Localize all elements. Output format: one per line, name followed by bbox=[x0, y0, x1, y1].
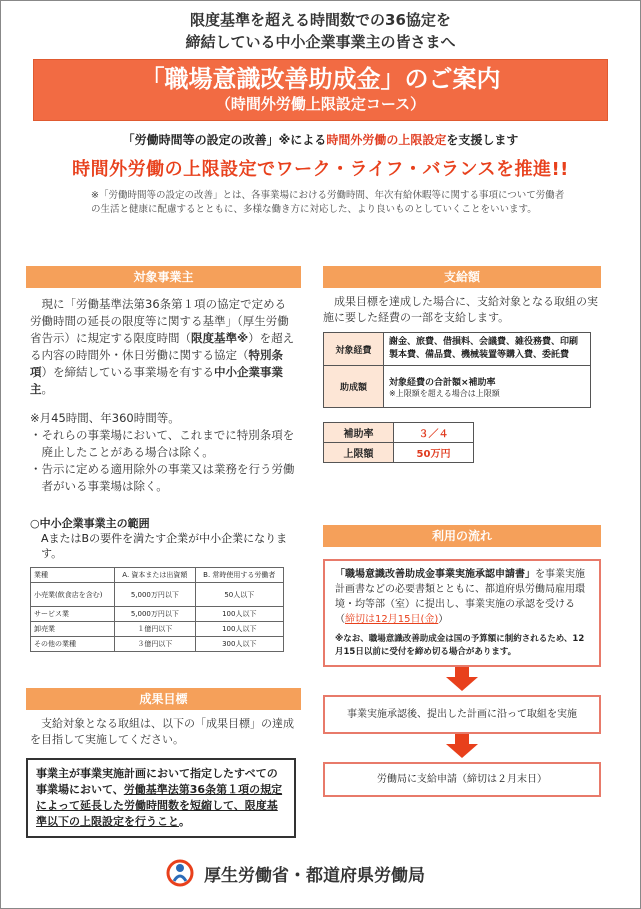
tagline-part-3: を支援します bbox=[446, 133, 519, 147]
definition-note: ※「労働時間等の設定の改善」とは、各事業場における労働時間、年次有給休暇等に関する事項について労働者の生活と健康に配慮するとともに、多様な働き方に対応した、より良いものとしていくことをいいます。 bbox=[91, 190, 565, 215]
subsidy-rate-value: ３／４ bbox=[394, 423, 474, 443]
grant-section bbox=[323, 266, 601, 463]
table-row bbox=[31, 622, 284, 637]
upper-limit-value: 50万円 bbox=[394, 443, 474, 463]
table-cell: 50人以下 bbox=[195, 583, 283, 607]
target-note-2: ・それらの事業場において、これまでに特別条項を廃止したことがある場合は除く。 bbox=[30, 428, 295, 459]
goal-description: 支給対象となる取組は、以下の「成果目標」の達成を目指して実施してください。 bbox=[30, 717, 294, 746]
flow-step-1-close: ） bbox=[438, 614, 449, 625]
flow-section bbox=[323, 525, 601, 797]
target-section bbox=[26, 266, 301, 652]
flow-arrow-1 bbox=[323, 667, 601, 695]
eligible-expense-value: 謝金、旅費、借損料、会議費、雑役務費、印刷製本費、備品費、機械装置等購入費、委託費 bbox=[384, 333, 591, 366]
table-cell: 300人以下 bbox=[195, 637, 283, 652]
flow-step-1-note: ※なお、職場意識改善助成金は国の予算額に制約されるため、12月15日以前に受付を締め切る場合があります。 bbox=[335, 634, 585, 657]
table-cell: 卸売業 bbox=[31, 622, 115, 637]
goal-section bbox=[26, 688, 301, 838]
table-row bbox=[31, 637, 284, 652]
rate-table bbox=[323, 422, 474, 463]
tagline-part-1: 「労働時間等の設定の改善」※による bbox=[122, 133, 327, 147]
table-row bbox=[324, 443, 474, 463]
table-cell: 5,000万円以下 bbox=[115, 607, 195, 622]
target-text-a: 現に「労働基準法第36条第１項の協定で定める労働時間の延長の限度等に関する基準」（厚生労働省告示）に規定する限度時間（ bbox=[30, 297, 289, 345]
goal-text-b: 労働基準法第36条第１項の規定によって延長した労働時間数を短縮して、限度基準以下の上限設定を行うこと bbox=[36, 783, 283, 828]
target-description bbox=[26, 296, 301, 398]
flow-arrow-2 bbox=[323, 734, 601, 762]
upper-limit-label: 上限額 bbox=[324, 443, 394, 463]
target-text-g: 。 bbox=[41, 382, 53, 396]
target-text-f: 中小企業事業主 bbox=[30, 365, 283, 396]
table-row bbox=[324, 366, 591, 408]
sme-table bbox=[30, 567, 284, 652]
table-cell: サービス業 bbox=[31, 607, 115, 622]
table-cell: 100人以下 bbox=[195, 622, 283, 637]
flow-heading: 利用の流れ bbox=[323, 525, 601, 547]
title-banner bbox=[33, 59, 608, 121]
flow-step-1-deadline: 締切は12月15日(金) bbox=[345, 614, 439, 625]
header-line-1: 限度基準を超える時間数での36協定を bbox=[190, 11, 451, 29]
banner-subtitle: （時間外労働上限設定コース） bbox=[215, 95, 426, 113]
sme-description: AまたはBの要件を満たす企業が中小企業になります。 bbox=[41, 532, 288, 560]
ministry-name: 厚生労働省・都道府県労働局 bbox=[204, 865, 425, 886]
flow-step-2: 事業実施承認後、提出した計画に沿って取組を実施 bbox=[323, 695, 601, 734]
target-heading: 対象事業主 bbox=[26, 266, 301, 288]
flow-step-1-text bbox=[335, 567, 589, 627]
table-row bbox=[324, 333, 591, 366]
table-cell: 小売業(飲食店を含む) bbox=[31, 583, 115, 607]
grant-formula: 対象経費の合計額×補助率 bbox=[389, 377, 496, 388]
sme-header-capital: A. 資本または出資額 bbox=[115, 568, 195, 583]
table-cell: 5,000万円以下 bbox=[115, 583, 195, 607]
table-row bbox=[31, 607, 284, 622]
header-line-2: 締結している中小企業事業主の皆さまへ bbox=[185, 33, 456, 51]
goal-heading: 成果目標 bbox=[26, 688, 301, 710]
footer bbox=[166, 859, 425, 887]
table-row bbox=[31, 583, 284, 607]
grant-amount-label: 助成額 bbox=[324, 366, 384, 408]
eligible-expense-label: 対象経費 bbox=[324, 333, 384, 366]
target-note-1: ※月45時間、年360時間等。 bbox=[30, 411, 180, 425]
table-row bbox=[324, 423, 474, 443]
grant-table bbox=[323, 332, 591, 408]
goal-text-c: 。 bbox=[179, 815, 190, 828]
sme-range bbox=[26, 515, 301, 652]
tagline-part-2: 時間外労働の上限設定 bbox=[326, 133, 447, 147]
sme-header-workers: B. 常時使用する労働者 bbox=[195, 568, 283, 583]
target-text-c: ）を超える内容の時間外・休日労働に関する協定（ bbox=[30, 331, 295, 362]
grant-amount-value bbox=[384, 366, 591, 408]
sme-table-header bbox=[31, 568, 284, 583]
header bbox=[1, 9, 640, 53]
subsidy-rate-label: 補助率 bbox=[324, 423, 394, 443]
target-notes bbox=[26, 410, 301, 495]
table-cell: 100人以下 bbox=[195, 607, 283, 622]
goal-text-a: 事業主が事業実施計画において指定したすべての事業場において、 bbox=[36, 767, 278, 796]
target-text-d: 特別条項 bbox=[30, 348, 283, 379]
slogan: 時間外労働の上限設定でワーク・ライフ・バランスを推進!! bbox=[72, 159, 569, 180]
ministry-logo-icon bbox=[166, 859, 194, 887]
target-note-3: ・告示に定める適用除外の事業又は業務を行う労働者がいる事業場は除く。 bbox=[30, 462, 295, 493]
grant-limit-note: ※上限額を超える場合は上限額 bbox=[389, 388, 500, 398]
grant-description: 成果目標を達成した場合に、支給対象となる取組の実施に要した経費の一部を支給します。 bbox=[323, 295, 598, 324]
sme-title: ○中小企業事業主の範囲 bbox=[30, 517, 150, 530]
table-cell: ３億円以下 bbox=[115, 637, 195, 652]
flow-step-1 bbox=[323, 559, 601, 667]
banner-title: 「職場意識改善助成金」のご案内 bbox=[140, 65, 501, 93]
goal-box bbox=[26, 758, 296, 838]
table-cell: その他の業種 bbox=[31, 637, 115, 652]
target-text-b: 限度基準※ bbox=[191, 331, 249, 345]
grant-heading: 支給額 bbox=[323, 266, 601, 288]
table-cell: １億円以下 bbox=[115, 622, 195, 637]
flow-step-1-body: を事業実施計画書などの必要書類とともに、都道府県労働局雇用環境・均等部（室）に提出し、事業実施の承認を受ける（ bbox=[335, 569, 585, 625]
sme-header-industry: 業種 bbox=[31, 568, 115, 583]
flow-step-3: 労働局に支給申請（締切は２月末日） bbox=[323, 762, 601, 797]
tagline bbox=[1, 131, 640, 148]
target-text-e: ）を締結している事業場を有する bbox=[41, 365, 214, 379]
flow-step-1-form: 「職場意識改善助成金事業実施承認申請書」 bbox=[335, 569, 535, 580]
